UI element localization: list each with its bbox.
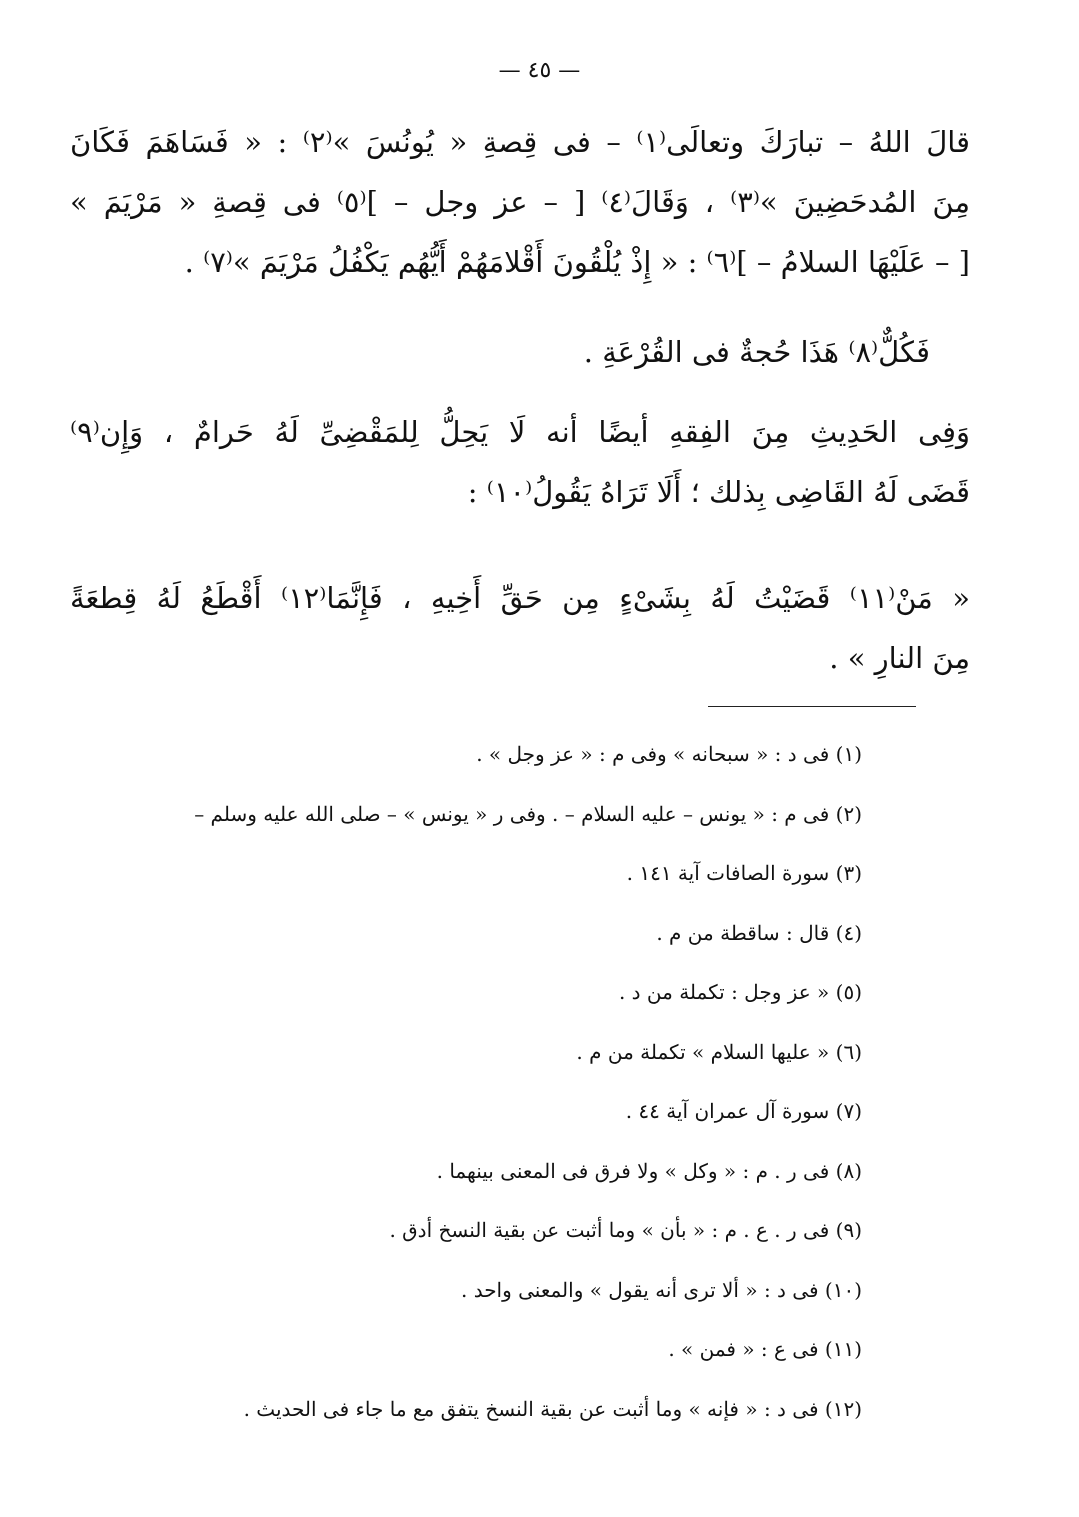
- body-line: [ – عَلَيْهَا السلامُ – ]⁽٦⁾ : « إِذْ يُلْقُونَ أَقْلامَهُمْ أَيُّهُم يَكْفُلُ مَرْيَمَ »⁽٧⁾ .: [184, 245, 970, 279]
- body-line: فَكُلٌّ⁽٨⁾ هَذَا حُجةٌ فى القُرْعَةِ .: [583, 335, 930, 369]
- footnote-10: (١٠) فى د : « ألا ترى أنه يقول » والمعنى واحد .: [460, 1277, 862, 1302]
- body-line: قَضَى لَهُ القَاضِى بِذلك ؛ أَلَا تَرَاهُ يَقُولُ⁽١٠⁾ :: [467, 475, 970, 509]
- footnote-2: (٢) فى م : « يونس – عليه السلام – . وفى ر « يونس » – صلى الله عليه وسلم –: [194, 801, 862, 826]
- paragraph-4: [70, 568, 970, 688]
- footnote-1: (١) فى د : « سبحانه » وفى م : « عز وجل » .: [476, 742, 862, 766]
- footnote-9: (٩) فى ر . ع . م : « بأن » وما أثبت عن بقية النسخ أدق .: [389, 1218, 862, 1242]
- footnote-5: (٥) « عز وجل : تكملة من د .: [618, 980, 862, 1004]
- paragraph-3: [70, 402, 970, 522]
- page-number: — ٤٥ —: [498, 58, 581, 83]
- body-line: مِنَ النارِ » .: [829, 641, 970, 675]
- body-line: « مَنْ⁽١١⁾ قَضَيْتُ لَهُ بِشَىْءٍ مِن حَقِّ أَخِيهِ ، فَإِنَّمَا⁽١٢⁾ أَقْطَعُ لَهُ قِطعَةً: [70, 581, 970, 615]
- paragraph-2: [70, 322, 970, 382]
- footnote-11: (١١) فى ع : « فمن » .: [668, 1337, 862, 1361]
- footnote-4: (٤) قال : ساقطة من م .: [656, 920, 862, 945]
- footnote-separator: [708, 706, 916, 707]
- footnote-7: (٧) سورة آل عمران آية ٤٤ .: [625, 1099, 862, 1123]
- body-line: وَفِى الحَدِيثِ مِنَ الفِقهِ أيضًا أنه لَا يَحِلُّ لِلمَقْضِىِّ لَهُ حَرامٌ ، وَإِن⁽٩⁾: [70, 415, 970, 449]
- footnote-6: (٦) « عليها السلام » تكملة من م .: [576, 1039, 862, 1064]
- footnotes: [90, 725, 862, 1439]
- footnote-12: (١٢) فى د : « فإنه » وما أثبت عن بقية النسخ يتفق مع ما جاء فى الحديث .: [243, 1396, 862, 1421]
- body-line: قالَ اللهُ – تبارَكَ وتعالَى⁽١⁾ – فى قِصةِ « يُونُسَ »⁽٢⁾ : « فَسَاهَمَ فَكَانَ: [70, 125, 971, 159]
- paragraph-1: [70, 112, 970, 292]
- body-line: مِنَ المُدحَضِينَ »⁽٣⁾ ، وَقَالَ⁽٤⁾ [ – عز وجل – ]⁽٥⁾ فى قِصةِ « مَرْيَمَ »: [70, 185, 970, 219]
- footnote-8: (٨) فى ر . م : « وكل » ولا فرق فى المعنى بينهما .: [436, 1158, 862, 1183]
- footnote-3: (٣) سورة الصافات آية ١٤١ .: [626, 861, 862, 885]
